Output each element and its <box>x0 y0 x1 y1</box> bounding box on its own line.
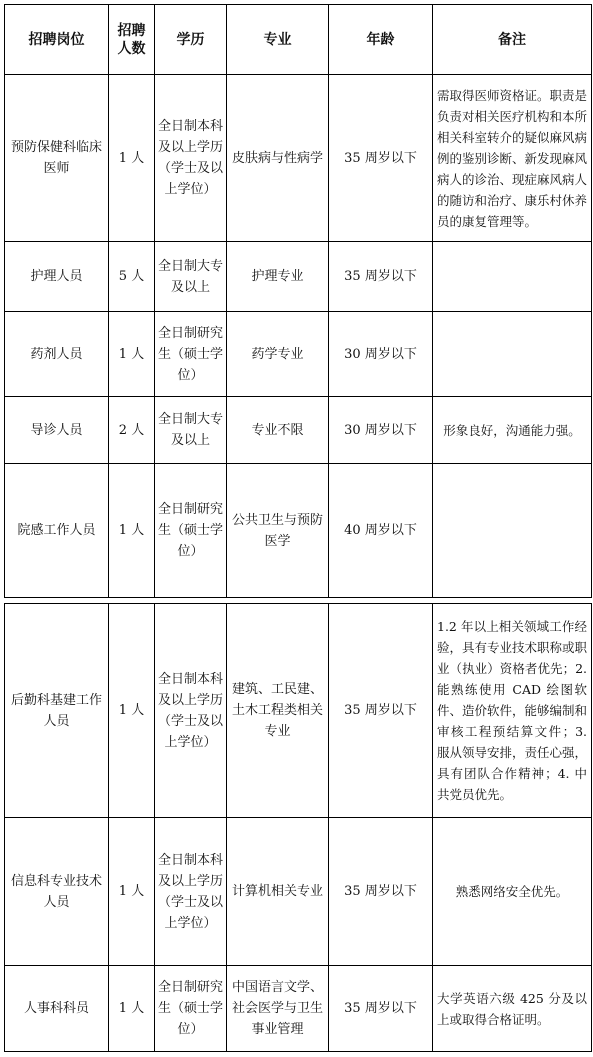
count-cell: 1 人 <box>109 75 155 242</box>
count-cell: 5 人 <box>109 242 155 312</box>
count-cell: 1 人 <box>109 312 155 397</box>
count-cell: 1 人 <box>109 818 155 966</box>
notes-cell: 形象良好，沟通能力强。 <box>433 397 592 464</box>
education-cell: 全日制研究生（硕士学位） <box>155 464 227 598</box>
education-cell: 全日制本科及以上学历（学士及以上学位） <box>155 75 227 242</box>
table-row <box>5 464 592 598</box>
education-cell: 全日制本科及以上学历（学士及以上学位） <box>155 604 227 818</box>
major-cell: 公共卫生与预防医学 <box>227 464 329 598</box>
count-cell: 1 人 <box>109 464 155 598</box>
age-cell: 35 周岁以下 <box>329 604 433 818</box>
recruitment-table-page-2 <box>4 603 592 1052</box>
age-cell: 30 周岁以下 <box>329 312 433 397</box>
position-cell: 预防保健科临床医师 <box>5 75 109 242</box>
notes-cell: 1.2 年以上相关领域工作经验，具有专业技术职称或职业（执业）资格者优先；2. 能熟练使用 CAD 绘图软件、造价软件，能够编制和审核工程预结算文件；3. 服从领导安排，责任心强，具有团队合作精神；4. 中共党员优先。 <box>433 604 592 818</box>
notes-cell: 需取得医师资格证。职责是负责对相关医疗机构和本所相关科室转介的疑似麻风病例的鉴别诊断、新发现麻风病人的诊治、现症麻风病人的随访和治疗、康乐村休养员的康复管理等。 <box>433 75 592 242</box>
major-cell: 中国语言文学、社会医学与卫生事业管理 <box>227 966 329 1052</box>
major-cell: 建筑、工民建、土木工程类相关专业 <box>227 604 329 818</box>
count-cell: 1 人 <box>109 604 155 818</box>
notes-cell: 大学英语六级 425 分及以上或取得合格证明。 <box>433 966 592 1052</box>
age-cell: 35 周岁以下 <box>329 966 433 1052</box>
education-cell: 全日制大专及以上 <box>155 242 227 312</box>
count-cell: 1 人 <box>109 966 155 1052</box>
table-row <box>5 312 592 397</box>
position-cell: 导诊人员 <box>5 397 109 464</box>
header-major: 专业 <box>227 5 329 75</box>
position-cell: 院感工作人员 <box>5 464 109 598</box>
position-cell: 人事科科员 <box>5 966 109 1052</box>
header-position: 招聘岗位 <box>5 5 109 75</box>
age-cell: 35 周岁以下 <box>329 242 433 312</box>
table-row <box>5 242 592 312</box>
position-cell: 药剂人员 <box>5 312 109 397</box>
notes-cell <box>433 242 592 312</box>
header-age: 年龄 <box>329 5 433 75</box>
age-cell: 35 周岁以下 <box>329 75 433 242</box>
major-cell: 专业不限 <box>227 397 329 464</box>
table-row <box>5 75 592 242</box>
table-row <box>5 818 592 966</box>
education-cell: 全日制研究生（硕士学位） <box>155 312 227 397</box>
age-cell: 40 周岁以下 <box>329 464 433 598</box>
recruitment-table-page-1 <box>4 4 592 598</box>
table-row <box>5 966 592 1052</box>
education-cell: 全日制大专及以上 <box>155 397 227 464</box>
header-notes: 备注 <box>433 5 592 75</box>
notes-cell <box>433 464 592 598</box>
notes-cell: 熟悉网络安全优先。 <box>433 818 592 966</box>
table-row <box>5 397 592 464</box>
education-cell: 全日制本科及以上学历（学士及以上学位） <box>155 818 227 966</box>
position-cell: 护理人员 <box>5 242 109 312</box>
major-cell: 皮肤病与性病学 <box>227 75 329 242</box>
major-cell: 护理专业 <box>227 242 329 312</box>
position-cell: 信息科专业技术人员 <box>5 818 109 966</box>
header-education: 学历 <box>155 5 227 75</box>
age-cell: 30 周岁以下 <box>329 397 433 464</box>
position-cell: 后勤科基建工作人员 <box>5 604 109 818</box>
major-cell: 药学专业 <box>227 312 329 397</box>
major-cell: 计算机相关专业 <box>227 818 329 966</box>
count-cell: 2 人 <box>109 397 155 464</box>
header-count: 招聘人数 <box>109 5 155 75</box>
age-cell: 35 周岁以下 <box>329 818 433 966</box>
notes-cell <box>433 312 592 397</box>
education-cell: 全日制研究生（硕士学位） <box>155 966 227 1052</box>
header-row <box>5 5 592 75</box>
table-row <box>5 604 592 818</box>
